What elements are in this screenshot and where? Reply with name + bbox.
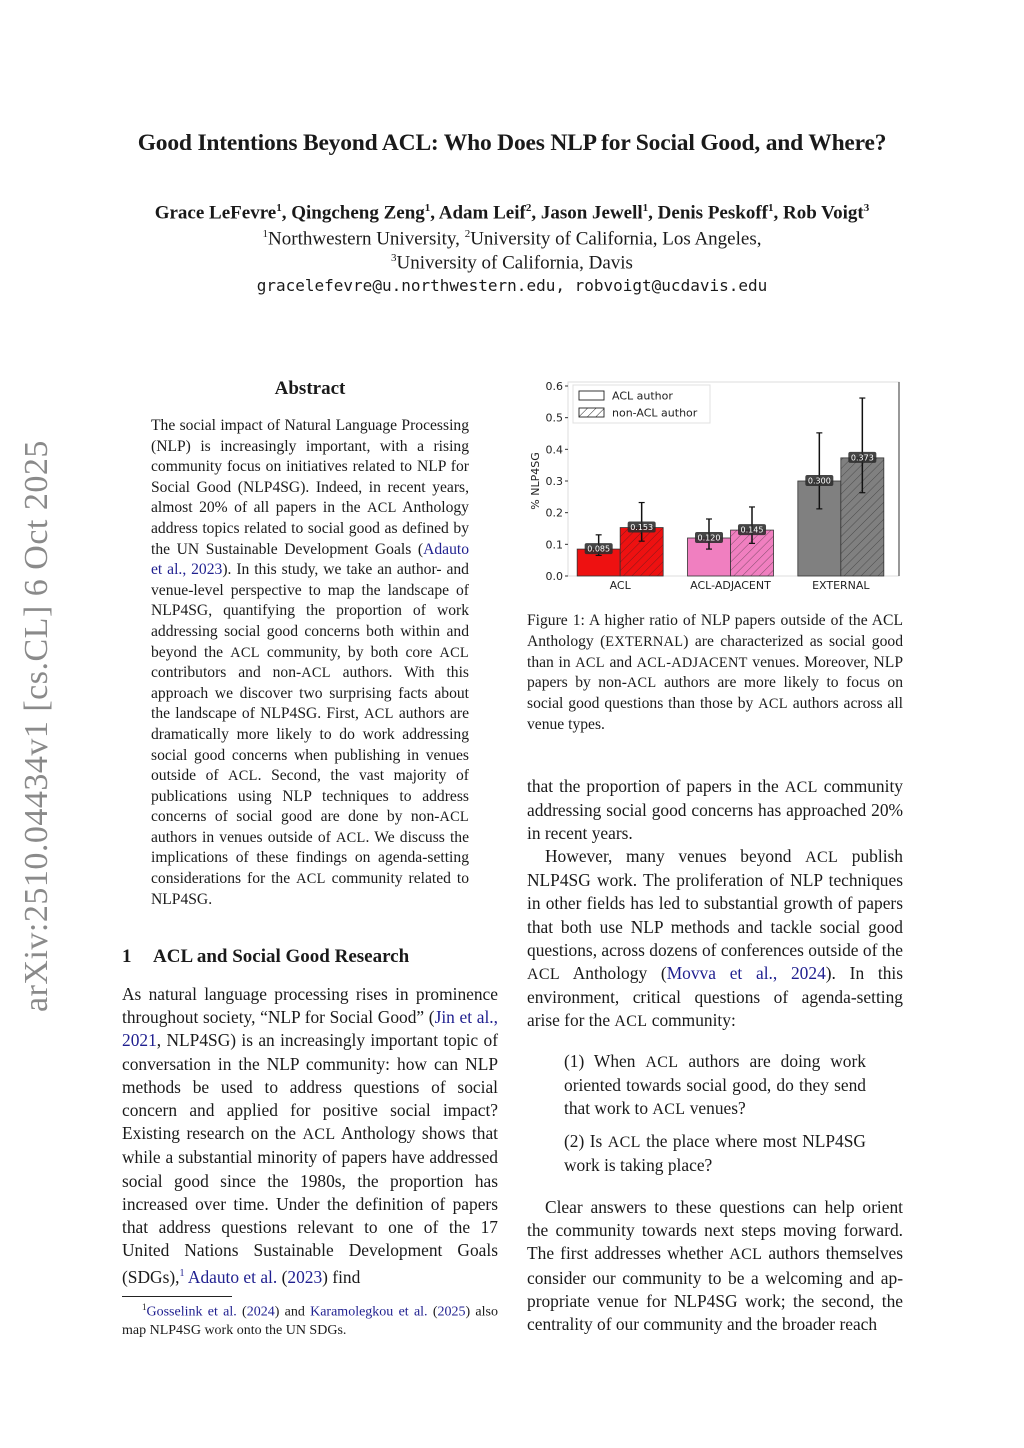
text: Anthology shows that while a substantial minority of papers have addressed social good since the 1980s, the proportion has increased over time. Under the definition of papers that address questions relevant to one of the 17 United Nations Sustainable Development Goals (SDGs), [122, 1123, 498, 1288]
right-column-paragraph [527, 845, 903, 1034]
data-label: 0.145 [740, 525, 764, 535]
author-affiliation-mark: 1 [642, 202, 649, 214]
text: that the proportion of papers in the [527, 776, 785, 796]
acl-smallcaps: ACL [230, 644, 260, 661]
text: and [604, 653, 637, 671]
y-tick-label: 0.2 [545, 506, 563, 520]
citation-link[interactable]: Jin et al., 2021 [122, 1007, 498, 1051]
acl-smallcaps: ACL [439, 809, 469, 826]
text: and [279, 1304, 311, 1320]
affiliations-line-1 [0, 228, 1024, 250]
acl-smallcaps: ACL [652, 1101, 686, 1119]
legend-label: ACL author [612, 389, 673, 403]
paper-title: Good Intentions Beyond ACL: Who Does NLP for Social Good, and Where? [137, 130, 887, 156]
author-name: Jason Jewell [540, 202, 643, 224]
acl-smallcaps: ACL [439, 644, 469, 661]
y-tick-label: 0.5 [545, 411, 563, 425]
author-affiliation-mark: 1 [767, 202, 774, 214]
affiliation-number: 3 [391, 252, 397, 264]
author-affiliation-mark: 2 [525, 202, 532, 214]
citation-link[interactable]: 2023 [287, 1267, 323, 1288]
text: Anthology ( [559, 963, 667, 984]
x-tick-label: EXTERNAL [812, 579, 870, 592]
text: . We discuss the implications of these findings on agenda-setting considerations for the [151, 828, 469, 888]
data-label: 0.085 [587, 544, 611, 554]
affiliation-name: University of California, Davis [396, 252, 633, 274]
figure-caption [527, 611, 903, 736]
section-heading [122, 946, 409, 968]
author-affiliation-mark: 1 [276, 202, 282, 214]
text: authors across all venue types. [527, 695, 904, 733]
data-label: 0.120 [697, 533, 721, 543]
acl-smallcaps: ACL [296, 871, 326, 888]
text: (1) When [564, 1051, 646, 1071]
text: publish NLP4SG work. The proliferation of NLP techniques in other fields has led to substantial growth of papers that both use NLP methods and tackle social good questions, across dozens of conferences outside of the [527, 846, 903, 960]
author-name: Rob Voigt [782, 202, 864, 224]
text: community, by both core [259, 643, 440, 661]
text: The social impact of Natural Language Processing (NLP) is increasingly important, with a rising community focus on initiatives related to NLP for Social Good (NLP4SG). Indeed, in recent years, almost 20% of all papers in the [151, 417, 469, 517]
y-tick-label: 0.1 [545, 538, 563, 552]
citation-link[interactable]: Adauto et al. [187, 1267, 278, 1288]
author-name: Denis Peskoff [657, 202, 768, 224]
right-column-paragraph [527, 775, 903, 846]
text: community: [647, 1010, 736, 1031]
research-question-2 [564, 1130, 866, 1177]
section-number: 1 [122, 946, 132, 967]
research-question-1 [564, 1050, 866, 1122]
acl-smallcaps: ACL [301, 665, 331, 682]
data-label: 0.153 [630, 523, 654, 533]
smallcaps: EXTERNAL [605, 633, 684, 650]
text: As natural language processing rises in prominence throughout society, “NLP for Social Good” ( [122, 984, 498, 1028]
legend-swatch-hatch [579, 408, 604, 417]
arxiv-identifier-stamp: arXiv:2510.04434v1 [cs.CL] 6 Oct 2025 [18, 440, 55, 1012]
y-tick-label: 0.0 [545, 570, 563, 583]
acl-smallcaps: ACL [614, 1013, 648, 1031]
affiliation-number: 1 [262, 228, 269, 240]
author-name: Adam Leif [438, 202, 526, 224]
acl-smallcaps: ACL [364, 706, 394, 723]
text: authors in venues outside of [151, 828, 336, 846]
acl-smallcaps: ACL [228, 768, 258, 785]
author-affiliation-mark: 3 [863, 202, 870, 214]
acl-smallcaps: ACL [607, 1134, 641, 1151]
citation-link[interactable]: 2024 [246, 1304, 275, 1320]
citation-link[interactable]: Gosselink et al. [146, 1304, 237, 1320]
acl-smallcaps: ACL [784, 779, 818, 796]
text: authors are doing work oriented towards social good, do they send that work to [564, 1051, 866, 1119]
author-name: Qingcheng Zeng [291, 202, 425, 224]
text: contributors and non- [151, 664, 302, 682]
text: authors. With this approach we discover two surprising facts about the landscape of NLP4SG. First, [151, 664, 469, 723]
acl-smallcaps: ACL [335, 829, 366, 846]
text: ) are characterized as social good than in [527, 632, 903, 671]
footnote-divider [122, 1296, 232, 1297]
author-list: Grace LeFevre$^1$, Qingcheng Zeng$^1$, Adam Leif$^2$, Jason Jewell$^1$, Denis Peskoff$^1$, Rob Voigt$^3$ [154, 202, 870, 224]
text: the place where most NLP4SG work is taking place? [564, 1131, 866, 1176]
legend-label: non-ACL author [612, 406, 698, 420]
footnote-marker[interactable]: 1 [179, 1268, 185, 1280]
acl-smallcaps: ACL [367, 500, 397, 517]
text: venues. Moreover, NLP papers by non- [527, 653, 903, 692]
text: Clear answers to these questions can help orient the community towards next steps moving forward. The first addresses whether [527, 1197, 903, 1264]
footnote: $^1$Gosselink et al. (2024) and Karamolegkou et al. (2025) also map NLP4SG work onto the UN SDGs. [122, 1302, 498, 1338]
figure-1-bar-chart [526, 376, 906, 598]
smallcaps: ACL [575, 654, 605, 671]
citation-link[interactable]: 2025 [437, 1304, 466, 1320]
citation-link[interactable]: Adauto et al., 2023 [151, 540, 469, 579]
data-label: 0.300 [807, 476, 831, 486]
author-emails[interactable]: gracelefevre@u.northwestern.edu, robvoigt@ucdavis.edu [256, 276, 768, 295]
footnote-number: 1 [142, 1302, 147, 1312]
x-tick-label: ACL-ADJACENT [690, 579, 771, 592]
data-label: 0.373 [850, 453, 874, 463]
affiliation-number: 2 [464, 228, 471, 240]
text: ). In this environment, critical questions of agenda-setting arise for the [527, 963, 904, 1031]
text: community related to NLP4SG. [151, 870, 469, 908]
text: authors themselves consider our community to be a welcoming and appropriate venue for NLP4SG work; the second, the centrality of our community and the broader reach [527, 1243, 904, 1335]
text: (2) Is [564, 1131, 608, 1151]
text: venues? [685, 1098, 746, 1119]
text: also map NLP4SG work onto the UN SDGs. [122, 1304, 498, 1338]
text: . Second, the vast majority of publications using NLP techniques to address concerns of social good are done by non- [151, 767, 469, 826]
acl-smallcaps: ACL [729, 1246, 763, 1264]
acl-smallcaps: ACL [645, 1054, 679, 1071]
citation-link[interactable]: Movva et al., 2024 [666, 963, 826, 984]
y-tick-label: 0.4 [545, 443, 563, 457]
acl-smallcaps: ACL [302, 1126, 336, 1144]
text: Figure 1: A higher ratio of NLP papers outside of the ACL Anthology ( [527, 612, 903, 650]
y-tick-label: 0.3 [545, 475, 563, 488]
text: ( [277, 1267, 288, 1288]
affiliation-name: University of California, Los Angeles, [470, 228, 762, 250]
x-tick-label: ACL [609, 579, 631, 592]
smallcaps: ACL-ADJACENT [636, 654, 748, 671]
y-tick-label: 0.6 [545, 380, 563, 393]
text: , NLP4SG) is an increasingly important topic of conversation in the NLP community: how can NLP methods be used to address questions of social concern and applied for positive social impact? Existing research on the [122, 1030, 498, 1144]
text: authors are more likely to focus on social good questions than those by [527, 674, 903, 713]
acl-smallcaps: ACL [805, 849, 839, 866]
y-axis-label: % NLP4SG [529, 452, 542, 510]
acl-smallcaps: ACL [527, 966, 560, 984]
author-name: Grace LeFevre [154, 202, 277, 224]
citation-link[interactable]: Karamolegkou et al. [310, 1304, 428, 1320]
right-column-paragraph [527, 1196, 903, 1336]
smallcaps: ACL [626, 675, 657, 692]
text: ) find [322, 1267, 361, 1288]
author-affiliation-mark: 1 [424, 202, 431, 214]
text: However, many venues beyond [545, 846, 806, 866]
section-title: ACL and Social Good Research [153, 946, 410, 967]
legend-swatch [579, 391, 604, 400]
text: ). In this study, we take an author- and venue-level perspective to map the landscape of NLP4SG, quantifying the proportion of work addressing social good concerns both within and beyond the [151, 561, 469, 661]
abstract-heading: Abstract [274, 378, 346, 399]
affiliation-name: Northwestern University, [268, 228, 465, 250]
abstract-body [151, 416, 469, 910]
text: community addressing social good concerns has approached 20% in recent years. [527, 776, 903, 844]
text: authors are dramatically more likely to do work addressing social good concerns when publishing in venues outside of [151, 705, 469, 785]
affiliations-line-2 [0, 252, 1024, 274]
section-1-paragraph [122, 983, 498, 1289]
text: Anthology address topics related to social good as defined by the UN Sustainable Development Goals ( [151, 499, 469, 558]
smallcaps: ACL [758, 696, 788, 713]
